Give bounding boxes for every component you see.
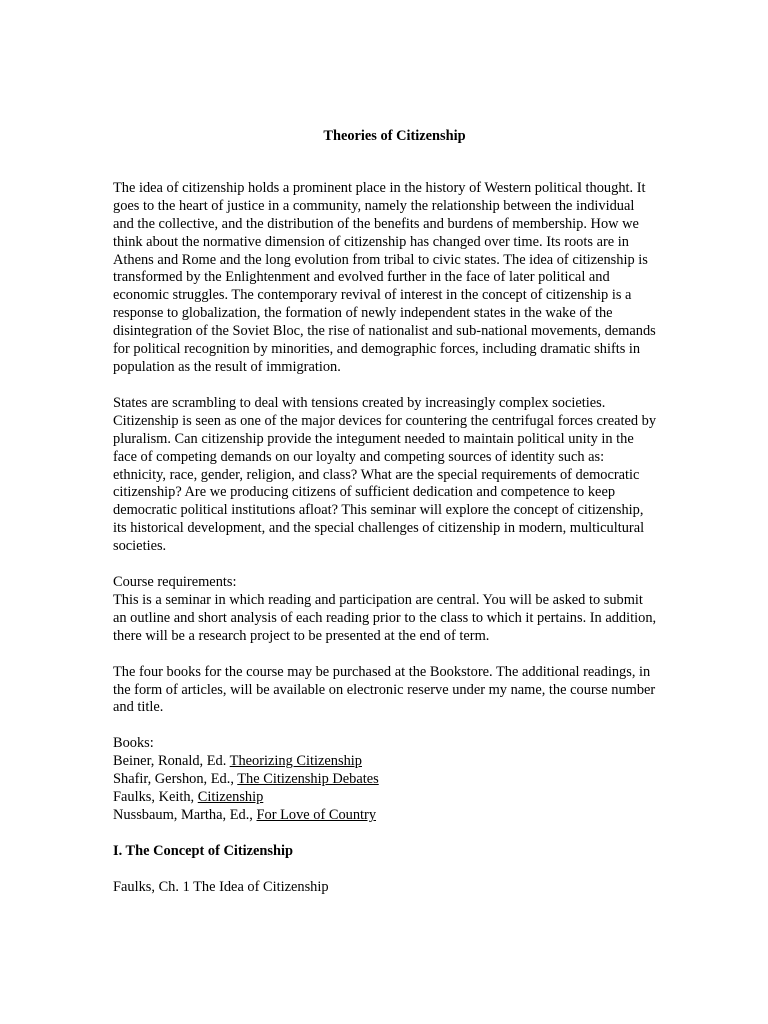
book-title: Citizenship bbox=[197, 789, 264, 806]
requirements-label: Course requirements: bbox=[113, 574, 237, 591]
book-title: The Citizenship Debates bbox=[237, 771, 379, 788]
book-item bbox=[113, 807, 658, 825]
book-item bbox=[113, 753, 658, 771]
section-heading: I. The Concept of Citizenship bbox=[113, 842, 294, 859]
book-author: Beiner, Ronald, Ed. bbox=[113, 753, 230, 770]
book-title: Theorizing Citizenship bbox=[229, 753, 362, 770]
books-label: Books: bbox=[113, 735, 154, 752]
document-body bbox=[113, 128, 658, 915]
book-title: For Love of Country bbox=[256, 807, 377, 823]
book-item bbox=[113, 789, 658, 807]
books-info-paragraph: The four books for the course may be purchased at the Bookstore. The additional readings, in the form of articles, will be available on electronic reserve under my name, the course number and title. bbox=[113, 663, 656, 716]
book-item bbox=[113, 771, 658, 789]
section-reading: Faulks, Ch. 1 The Idea of Citizenship bbox=[113, 878, 329, 895]
document-title: Theories of Citizenship bbox=[323, 128, 466, 144]
requirements-block bbox=[113, 574, 658, 646]
intro-paragraph: The idea of citizenship holds a prominent place in the history of Western political thought. It goes to the heart of justice in a community, namely the relationship between the individual and the collective, and the distribution of the benefits and burdens of membership. How we think about the normative dimension of citizenship has changed over time. Its roots are in Athens and Rome and the long evolution from tribal to civic states. The idea of citizenship is transformed by the Enlightenment and evolved further in the face of later political and economic struggles. The contemporary revival of interest in the concept of citizenship is a response to globalization, the formation of newly independent states in the wake of the disintegration of the Soviet Bloc, the rise of nationalist and sub-national movements, demands for political recognition by minorities, and demographic forces, including dramatic shifts in population as the result of immigration. bbox=[113, 179, 656, 375]
book-list bbox=[113, 735, 658, 825]
requirements-text: This is a seminar in which reading and participation are central. You will be asked to submit an outline and short analysis of each reading prior to the class to which it pertains. In addition, there will be a research project to be presented at the end of term. bbox=[113, 591, 657, 644]
book-author: Nussbaum, Martha, Ed., bbox=[113, 807, 257, 823]
book-author: Shafir, Gershon, Ed., bbox=[113, 771, 238, 788]
book-author: Faulks, Keith, bbox=[113, 789, 198, 806]
context-paragraph: States are scrambling to deal with tensions created by increasingly complex societies. Citizenship is seen as one of the major devices for countering the centrifugal forces created by pluralism. Can citizenship provide the integument needed to maintain political unity in the face of competing demands on our loyalty and competing sources of identity such as: ethnicity, race, gender, religion, and class? What are the special requirements of democratic citizenship? Are we producing citizens of sufficient dedication and competence to keep democratic political institutions afloat? This seminar will explore the concept of citizenship, its historical development, and the special challenges of citizenship in modern, multicultural societies. bbox=[113, 394, 657, 555]
